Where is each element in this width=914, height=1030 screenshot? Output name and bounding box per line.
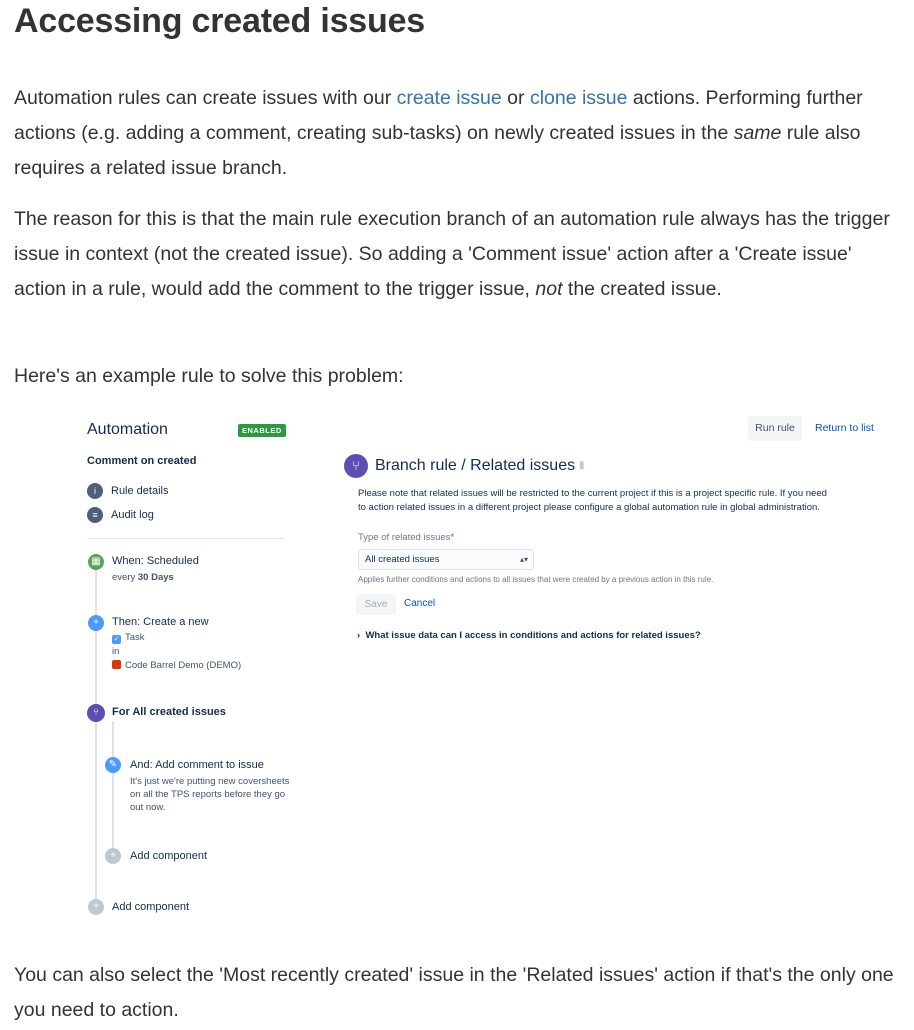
- app-title: Automation: [87, 421, 168, 438]
- nav-rule-details[interactable]: i Rule details: [87, 482, 168, 500]
- action-title[interactable]: Then: Create a new: [112, 616, 209, 628]
- trigger-detail: every 30 Days: [112, 572, 174, 583]
- trash-icon[interactable]: ▮: [579, 460, 585, 471]
- page-title: Accessing created issues: [14, 2, 425, 40]
- run-rule-button[interactable]: Run rule: [748, 416, 802, 441]
- intro-paragraph: Automation rules can create issues with our create issue or clone issue actions. Performing further actions (e.g. adding a comment, creating sub-tasks) on newly created issues in the same rule also requires a related issue branch.: [14, 87, 863, 179]
- divider: [87, 538, 284, 539]
- branch-icon: ⑂: [344, 454, 368, 478]
- trigger-title[interactable]: When: Scheduled: [112, 555, 199, 567]
- select-caret-icon: ▴▾: [519, 555, 528, 564]
- panel-note: Please note that related issues will be restricted to the current project if this is a project specific rule. If you need to action related issues in a different project please configure a global automation rule in global administration.: [358, 488, 827, 513]
- branch-icon: ⑂: [87, 704, 105, 722]
- select-help: Applies further conditions and actions to all issues that were created by a previous action in this rule.: [358, 575, 714, 584]
- branch-action-comment: It's just we're putting new coversheets on all the TPS reports before they go out now.: [130, 776, 290, 813]
- plus-icon: +: [88, 615, 104, 631]
- action-in: in: [112, 646, 120, 657]
- branch-flow-line: [112, 721, 114, 856]
- info-icon: i: [87, 483, 103, 499]
- save-button[interactable]: Save: [356, 594, 396, 615]
- example-intro: Here's an example rule to solve this problem:: [14, 365, 404, 387]
- rule-screenshot: [74, 408, 894, 928]
- action-project: Code Barrel Demo (DEMO): [112, 659, 241, 672]
- clone-issue-link[interactable]: clone issue: [529, 87, 628, 109]
- cancel-button[interactable]: Cancel: [404, 598, 436, 609]
- chevron-right-icon: ›: [357, 630, 361, 641]
- comment-icon: ✎: [105, 757, 121, 773]
- add-icon: +: [105, 848, 121, 864]
- type-label: Type of related issues*: [358, 532, 455, 543]
- nav-audit-log[interactable]: ≡ Audit log: [87, 506, 154, 524]
- add-icon: +: [88, 899, 104, 915]
- reason-paragraph: The reason for this is that the main rule execution branch of an automation rule always has the trigger issue in context (not the created issue). So adding a 'Comment issue' action after a 'Create issue' action in a rule, would add the comment to the trigger issue, not the created issue.: [14, 208, 890, 300]
- add-component-outer[interactable]: Add component: [112, 901, 190, 913]
- project-icon: [112, 660, 121, 669]
- action-type: ✓ Task: [113, 632, 145, 643]
- status-badge: ENABLED: [238, 424, 286, 437]
- create-issue-link[interactable]: create issue: [396, 87, 502, 109]
- faq-expander[interactable]: › What issue data can I access in conditions and actions for related issues?: [357, 630, 701, 641]
- task-icon: ✓: [113, 636, 120, 643]
- add-component-inner[interactable]: Add component: [130, 850, 208, 862]
- panel-title: Branch rule / Related issues: [375, 457, 576, 474]
- related-issues-select[interactable]: All created issues ▴▾: [358, 549, 534, 570]
- branch-action-title[interactable]: And: Add comment to issue: [130, 759, 264, 771]
- rule-name: Comment on created: [87, 455, 197, 467]
- closing-paragraph: You can also select the 'Most recently created' issue in the 'Related issues' action if that's the only one you need to action.: [14, 964, 894, 1021]
- list-icon: ≡: [87, 507, 103, 523]
- calendar-icon: ▦: [88, 554, 104, 570]
- return-to-list-link[interactable]: Return to list: [815, 422, 874, 434]
- branch-title[interactable]: For All created issues: [112, 706, 226, 718]
